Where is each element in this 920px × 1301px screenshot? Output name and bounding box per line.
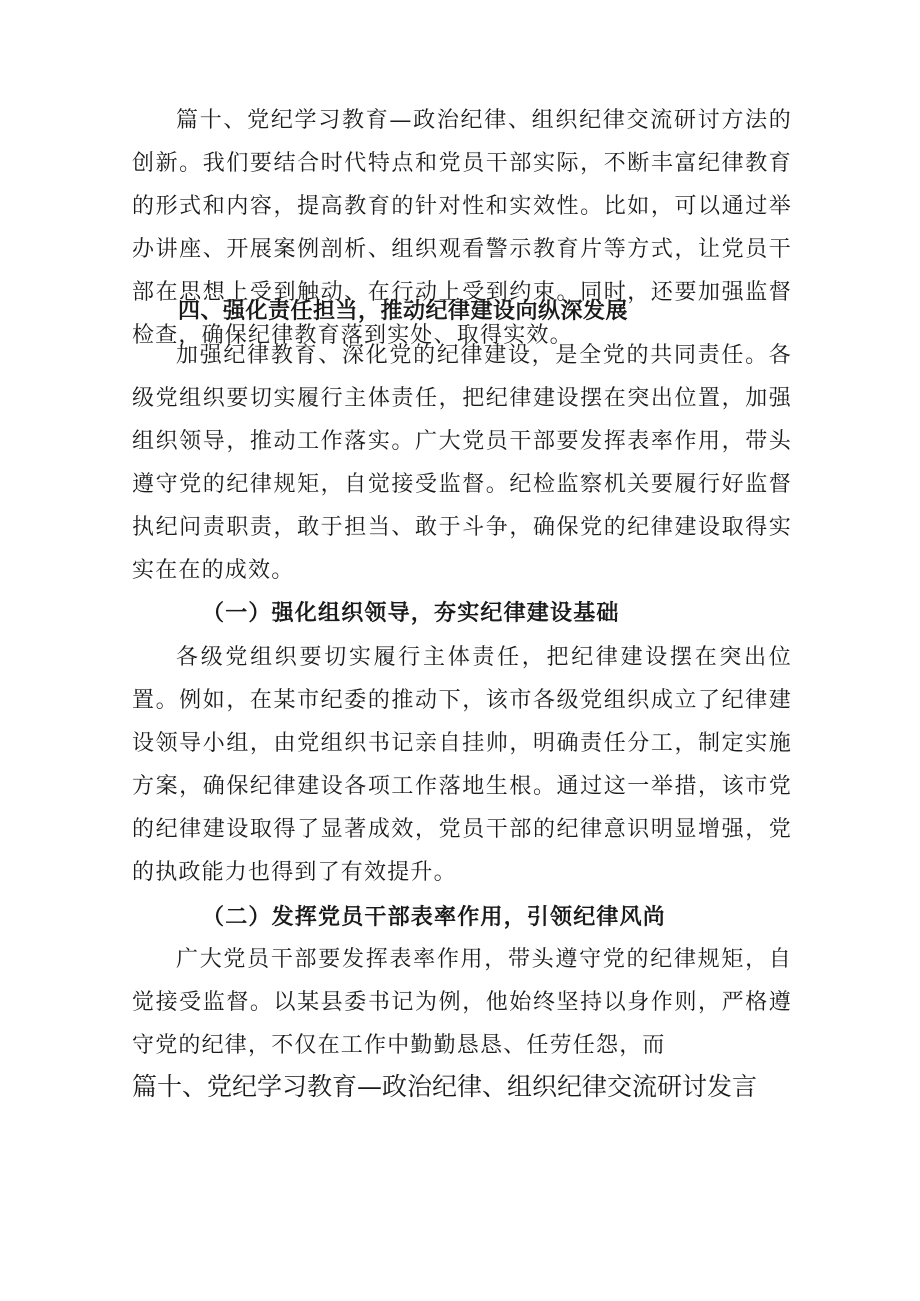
section-heading: 四、强化责任担当，推动纪律建设向纵深发展 <box>178 299 629 324</box>
subheading-organization-leadership: （一）强化组织领导，夯实纪律建设基础 <box>202 600 620 626</box>
paragraph-shared-responsibility: 加强纪律教育、深化党的纪律建设，是全党的共同责任。各级党组织要切实履行主体责任，把纪律建设摆在突出位置，加强组织领导，推动工作落实。广大党员干部要发挥表率作用，带头遵守党的纪律规矩，自觉接受监督。纪检监察机关要履行好监督执纪问责职责，敢于担当、敢于斗争，确保党的纪律建设取得实实在在的成效。 <box>132 343 792 583</box>
paragraph-organization-example: 各级党组织要切实履行主体责任，把纪律建设摆在突出位置。例如，在某市纪委的推动下，该市各级党组织成立了纪律建设领导小组，由党组织书记亲自挂帅，明确责任分工，制定实施方案，确保纪律建设各项工作落地生根。通过这一举措，该市党的纪律建设取得了显著成效，党员干部的纪律意识明显增强，党的执政能力也得到了有效提升。 <box>132 645 792 885</box>
paragraph-county-secretary-example: 广大党员干部要发挥表率作用，带头遵守党的纪律规矩，自觉接受监督。以某县委书记为例，他始终坚持以身作则，严格遵守党的纪律，不仅在工作中勤勤恳恳、任劳任怨，而 <box>132 947 792 1058</box>
subheading-exemplary-role: （二）发挥党员干部表率作用，引领纪律风尚 <box>202 904 667 930</box>
next-document-title: 篇十、党纪学习教育—政治纪律、组织纪律交流研讨发言 <box>132 1072 758 1101</box>
paragraph-methods-innovation: 篇十、党纪学习教育—政治纪律、组织纪律交流研讨方法的创新。我们要结合时代特点和党员干部实际，不断丰富纪律教育的形式和内容，提高教育的针对性和实效性。比如，可以通过举办讲座、开展案例剖析、组织观看警示教育片等方式，让党员干部在思想上受到触动、在行动上受到约束。同时，还要加强监督检查，确保纪律教育落到实处、取得实效。 <box>132 108 792 348</box>
